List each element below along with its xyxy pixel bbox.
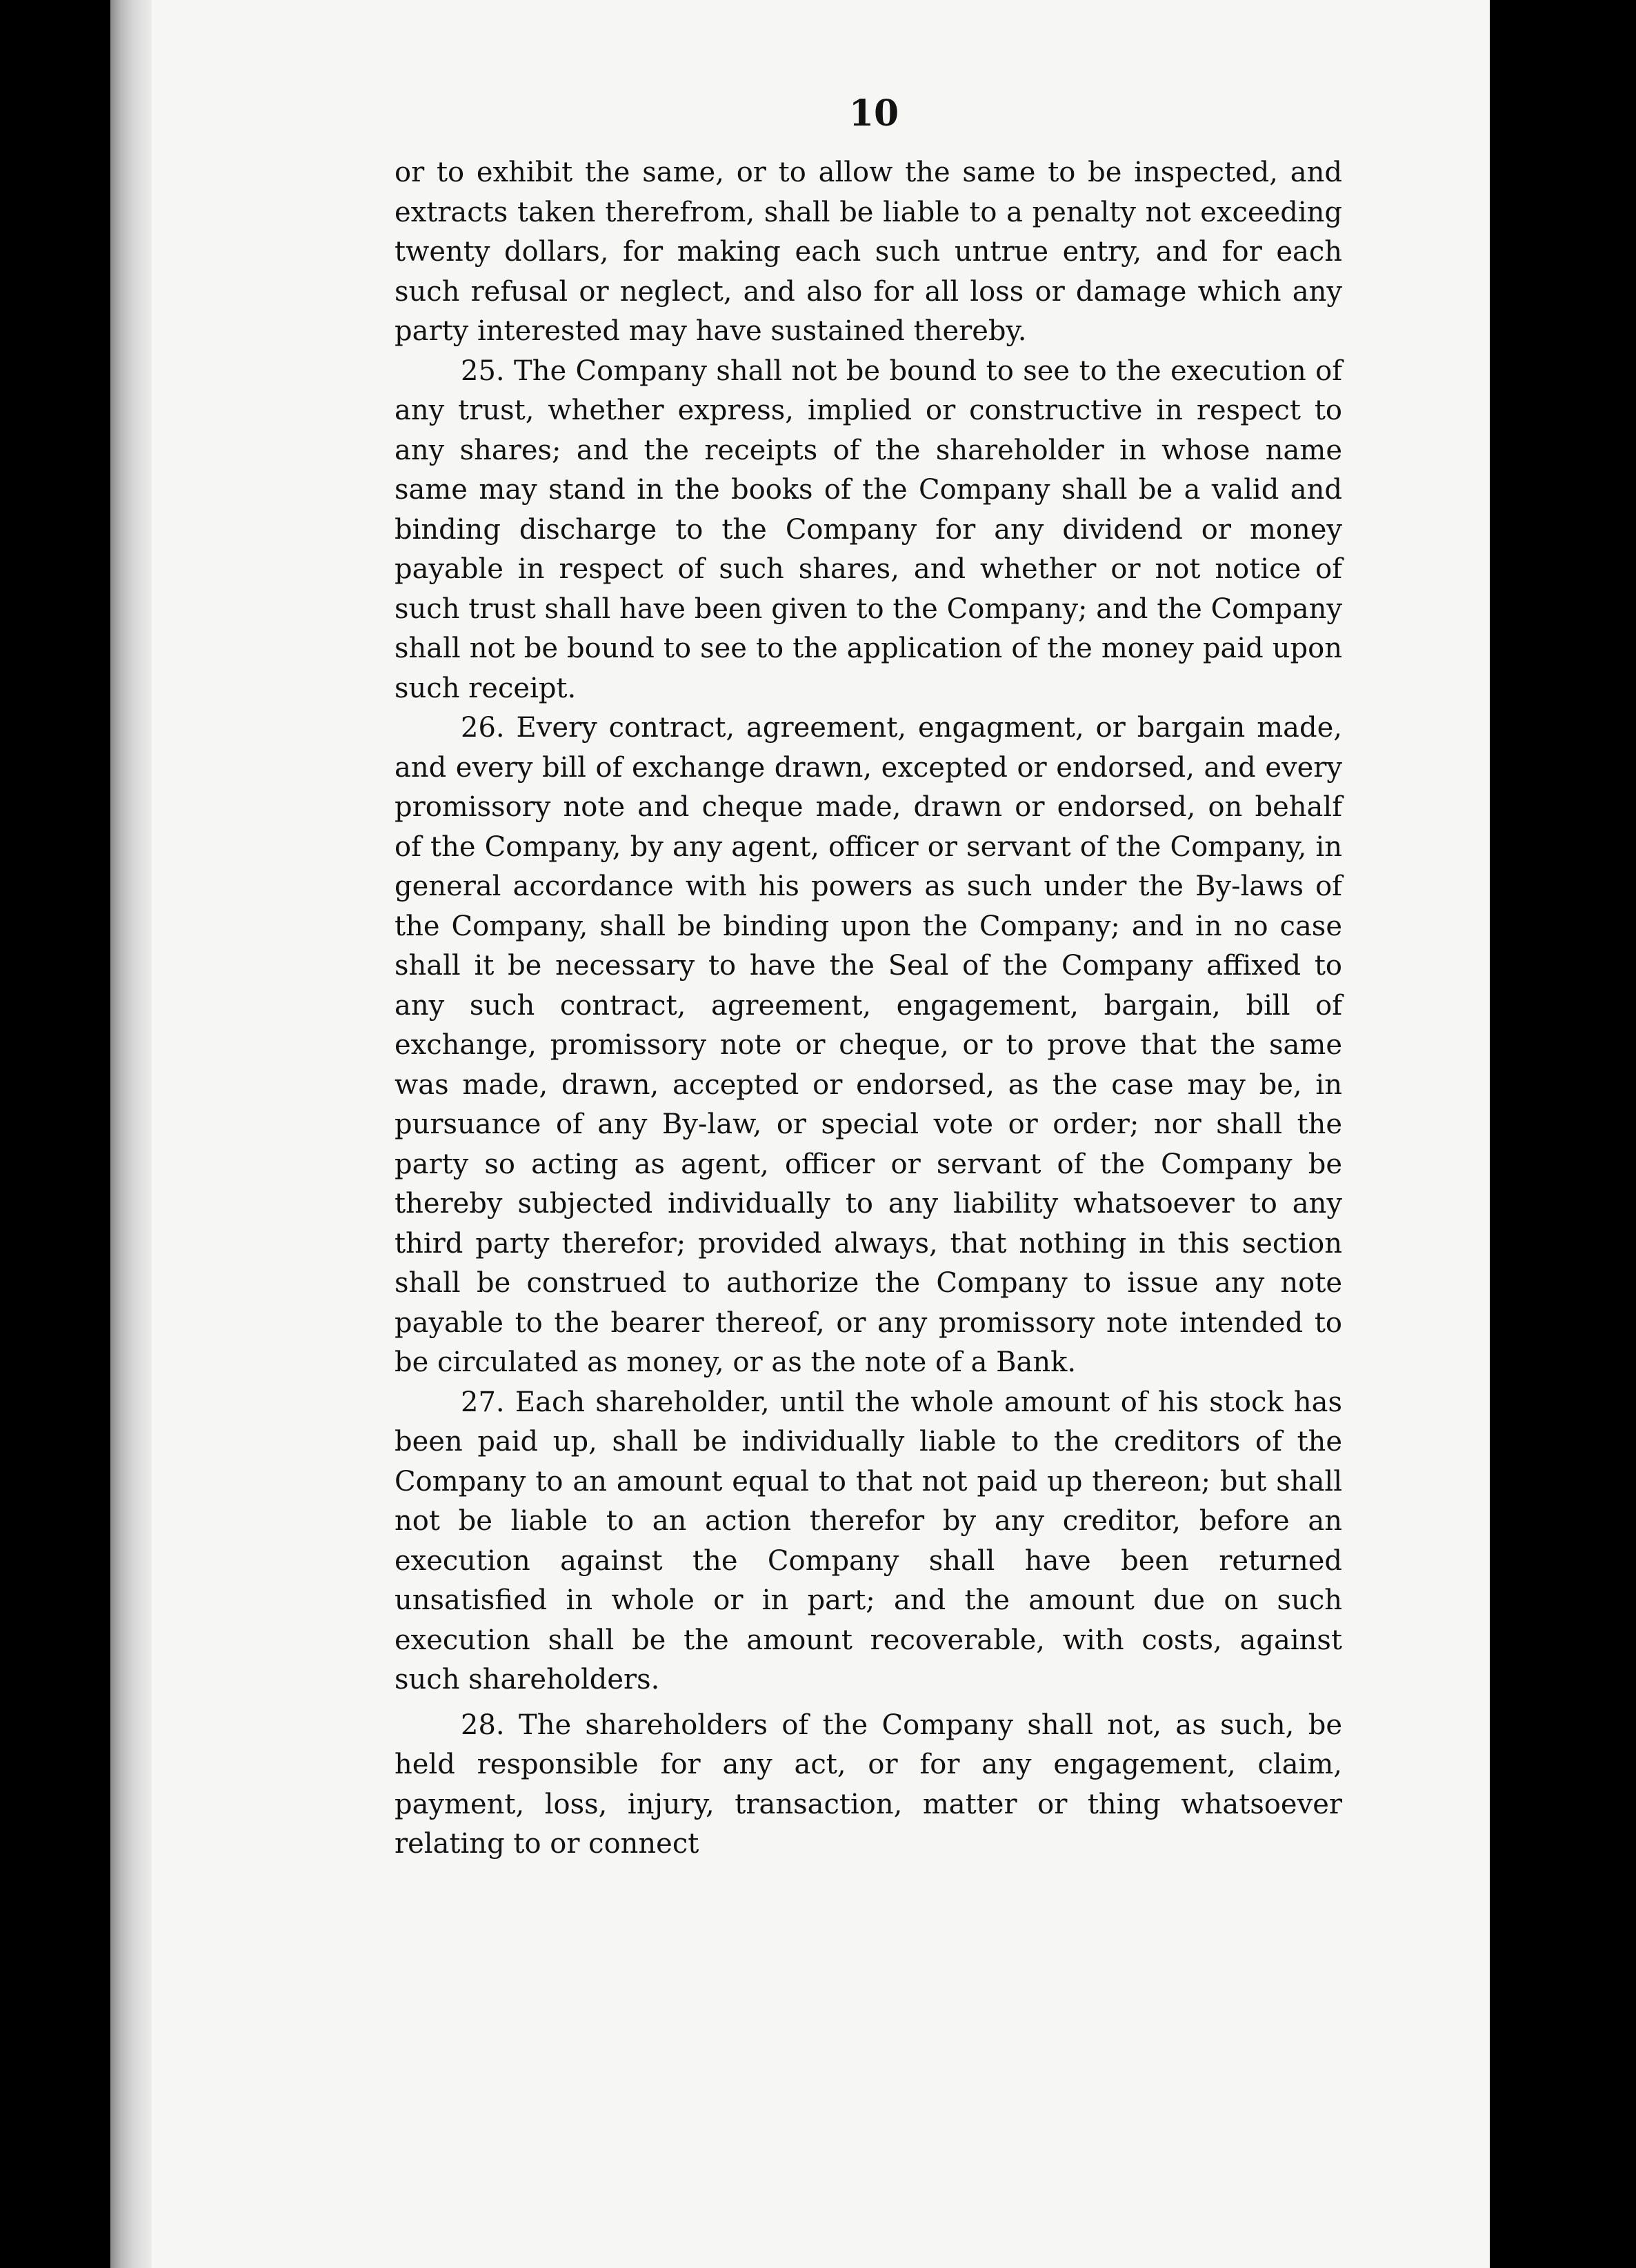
paragraph-continued [395,153,1342,352]
paragraph-text: The shareholders of the Company shall not, as such, be held responsible for any act, or for any engagement, claim, payment, loss, injury, transaction, matter or thing whatsoever relating to or connect [395,1709,1343,1860]
paragraph-text: Each shareholder, until the whole amount of his stock has been paid up, shall be individually liable to the creditors of the Company to an amount equal to that not paid up thereon; but shall not be liable to an action therefor by any creditor, before an execution against the Company shall have been returned unsatisfied in whole or in part; and the amount due on such execution shall be the amount recoverable, with costs, against such shareholders. [395,1386,1342,1695]
section-26 [395,708,1342,1383]
page-binding-shadow [110,0,152,2268]
paragraph-text: Every contract, agreement, engagment, or bargain made, and every bill of exchange drawn, excepted or endorsed, and every promissory note and cheque made, drawn or endorsed, on behalf of the Company, by any agent, officer or servant of the Company, in general accordance with his powers as such under the By-laws of the Company, shall be binding upon the Company; and in no case shall it be necessary to have the Seal of the Company affixed to any such contract, agreement, engagement, bargain, bill of exchange, promissory note or cheque, or to prove that the same was made, drawn, accepted or endorsed, as the case may be, in pursuance of any By-law, or special vote or order; nor shall the party so acting as agent, officer or servant of the Company be thereby subjected individually to any liability whatsoever to any third party therefor; provided always, that nothing in this section shall be construed to authorize the Company to issue any note payable to the bearer thereof, or any promissory note intended to be circulated as money, or as the note of a Bank. [395,712,1342,1378]
section-number: 27. [461,1386,505,1418]
section-number: 26. [461,712,505,744]
section-27 [395,1383,1342,1700]
section-number: 28. [461,1709,505,1741]
section-number: 25. [461,355,505,387]
page-number: 10 [848,92,899,135]
section-28 [395,1706,1342,1864]
paragraph-text: The Company shall not be bound to see to the execution of any trust, whether express, implied or constructive in respect to any shares; and the receipts of the shareholder in whose name same may stand in the books of the Company shall be a valid and binding discharge to the Company for any dividend or money payable in respect of such shares, and whether or not notice of such trust shall have been given to the Company; and the Company shall not be bound to see to the application of the money paid upon such receipt. [395,355,1343,704]
section-25 [395,352,1342,709]
scan-border-right [1490,0,1636,2268]
paragraph-text: or to exhibit the same, or to allow the same to be inspected, and extracts taken therefrom, shall be liable to a penalty not exceeding twenty dollars, for making each such untrue entry, and for each such refusal or neglect, and also for all loss or damage which any party interested may have sustained thereby. [395,157,1342,347]
facing-page-strip [1345,0,1490,2268]
page-text [395,83,1342,1864]
